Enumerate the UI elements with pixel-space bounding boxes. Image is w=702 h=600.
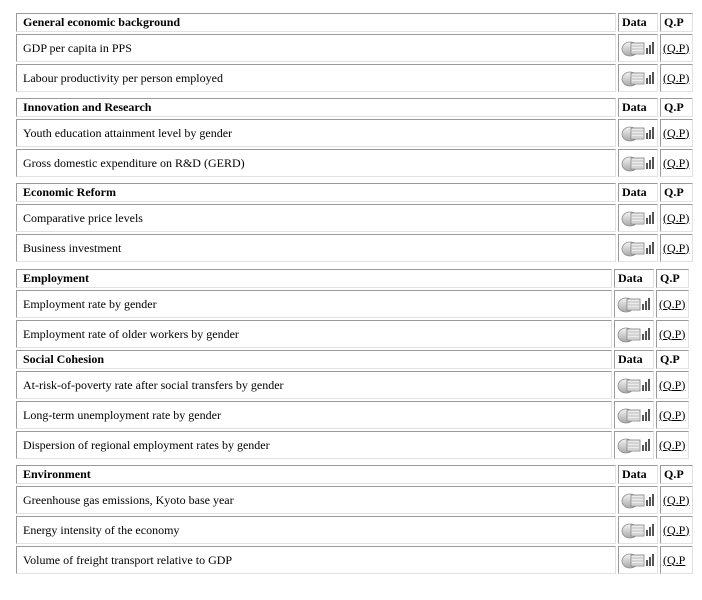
qp-link[interactable]: (Q.P) [659, 296, 686, 311]
data-cell [618, 64, 658, 92]
indicator-label: Comparative price levels [16, 204, 616, 232]
section-environment [14, 463, 695, 576]
qp-column-header: Q.P [656, 350, 689, 369]
indicator-row [16, 34, 693, 62]
indicator-table [14, 267, 691, 350]
data-column-header: Data [614, 269, 654, 288]
qp-column-header: Q.P [660, 465, 693, 484]
indicator-table [14, 348, 691, 461]
indicator-row [16, 486, 693, 514]
section-title: Environment [16, 465, 616, 484]
section-social-cohesion [14, 348, 691, 461]
section-title: Employment [16, 269, 612, 288]
qp-column-header: Q.P [660, 183, 693, 202]
indicator-label: Volume of freight transport relative to GDP [16, 546, 616, 574]
qp-link[interactable]: (Q.P) [663, 70, 690, 85]
section-title: Economic Reform [16, 183, 616, 202]
qp-link[interactable]: (Q.P [663, 552, 686, 567]
chart-data-icon[interactable] [621, 125, 655, 139]
qp-cell [656, 290, 689, 318]
indicator-table [14, 181, 695, 264]
data-cell [614, 431, 654, 459]
data-column-header: Data [614, 350, 654, 369]
qp-link[interactable]: (Q.P) [663, 40, 690, 55]
section-header-row [16, 269, 689, 288]
chart-data-icon[interactable] [617, 326, 651, 340]
qp-column-header: Q.P [660, 13, 693, 32]
qp-cell [660, 64, 693, 92]
indicator-label: Long-term unemployment rate by gender [16, 401, 612, 429]
data-cell [618, 34, 658, 62]
qp-cell [660, 234, 693, 262]
indicator-row [16, 371, 689, 399]
qp-column-header: Q.P [656, 269, 689, 288]
chart-data-icon[interactable] [621, 70, 655, 84]
indicator-row [16, 516, 693, 544]
section-header-row [16, 13, 693, 32]
chart-data-icon[interactable] [617, 437, 651, 451]
qp-cell [656, 431, 689, 459]
indicator-row [16, 149, 693, 177]
indicator-row [16, 290, 689, 318]
section-employment [14, 267, 691, 350]
indicator-label: Greenhouse gas emissions, Kyoto base year [16, 486, 616, 514]
data-column-header: Data [618, 465, 658, 484]
data-cell [618, 546, 658, 574]
qp-cell [660, 486, 693, 514]
qp-cell [660, 119, 693, 147]
qp-cell [656, 401, 689, 429]
section-header-row [16, 465, 693, 484]
data-cell [618, 119, 658, 147]
indicator-label: At-risk-of-poverty rate after social transfers by gender [16, 371, 612, 399]
section-economic-reform [14, 181, 695, 264]
qp-link[interactable]: (Q.P) [663, 210, 690, 225]
chart-data-icon[interactable] [621, 210, 655, 224]
data-cell [614, 320, 654, 348]
chart-data-icon[interactable] [617, 296, 651, 310]
section-title: Social Cohesion [16, 350, 612, 369]
data-cell [618, 204, 658, 232]
indicator-row [16, 64, 693, 92]
indicator-row [16, 401, 689, 429]
qp-column-header: Q.P [660, 98, 693, 117]
data-cell [614, 371, 654, 399]
indicator-row [16, 234, 693, 262]
section-general-economic-background [14, 11, 695, 94]
qp-link[interactable]: (Q.P) [659, 377, 686, 392]
indicator-label: Employment rate by gender [16, 290, 612, 318]
chart-data-icon[interactable] [617, 407, 651, 421]
indicator-row [16, 431, 689, 459]
qp-cell [660, 204, 693, 232]
indicator-label: GDP per capita in PPS [16, 34, 616, 62]
data-cell [618, 516, 658, 544]
data-cell [614, 290, 654, 318]
data-cell [618, 234, 658, 262]
qp-link[interactable]: (Q.P) [663, 522, 690, 537]
indicator-table [14, 463, 695, 576]
section-header-row [16, 183, 693, 202]
qp-cell [660, 34, 693, 62]
indicator-row [16, 119, 693, 147]
indicator-label: Employment rate of older workers by gender [16, 320, 612, 348]
data-column-header: Data [618, 183, 658, 202]
data-column-header: Data [618, 13, 658, 32]
chart-data-icon[interactable] [621, 40, 655, 54]
indicator-label: Gross domestic expenditure on R&D (GERD) [16, 149, 616, 177]
indicator-row [16, 204, 693, 232]
indicator-label: Energy intensity of the economy [16, 516, 616, 544]
section-header-row [16, 98, 693, 117]
data-cell [618, 149, 658, 177]
qp-link[interactable]: (Q.P) [659, 437, 686, 452]
section-innovation-and-research [14, 96, 695, 179]
chart-data-icon[interactable] [621, 552, 655, 566]
chart-data-icon[interactable] [621, 492, 655, 506]
qp-cell [660, 516, 693, 544]
data-cell [618, 486, 658, 514]
indicator-row [16, 546, 693, 574]
section-title: General economic background [16, 13, 616, 32]
qp-link[interactable]: (Q.P) [659, 326, 686, 341]
indicator-label: Youth education attainment level by gender [16, 119, 616, 147]
chart-data-icon[interactable] [621, 522, 655, 536]
indicator-label: Dispersion of regional employment rates by gender [16, 431, 612, 459]
chart-data-icon[interactable] [621, 240, 655, 254]
qp-link[interactable]: (Q.P) [663, 125, 690, 140]
qp-cell [660, 546, 693, 574]
indicator-label: Labour productivity per person employed [16, 64, 616, 92]
qp-link[interactable]: (Q.P) [663, 155, 690, 170]
qp-link[interactable]: (Q.P) [659, 407, 686, 422]
section-title: Innovation and Research [16, 98, 616, 117]
qp-link[interactable]: (Q.P) [663, 492, 690, 507]
qp-cell [660, 149, 693, 177]
data-column-header: Data [618, 98, 658, 117]
indicator-row [16, 320, 689, 348]
chart-data-icon[interactable] [617, 377, 651, 391]
section-header-row [16, 350, 689, 369]
indicator-table [14, 96, 695, 179]
indicator-table [14, 11, 695, 94]
qp-cell [656, 371, 689, 399]
qp-link[interactable]: (Q.P) [663, 240, 690, 255]
qp-cell [656, 320, 689, 348]
indicator-label: Business investment [16, 234, 616, 262]
data-cell [614, 401, 654, 429]
chart-data-icon[interactable] [621, 155, 655, 169]
